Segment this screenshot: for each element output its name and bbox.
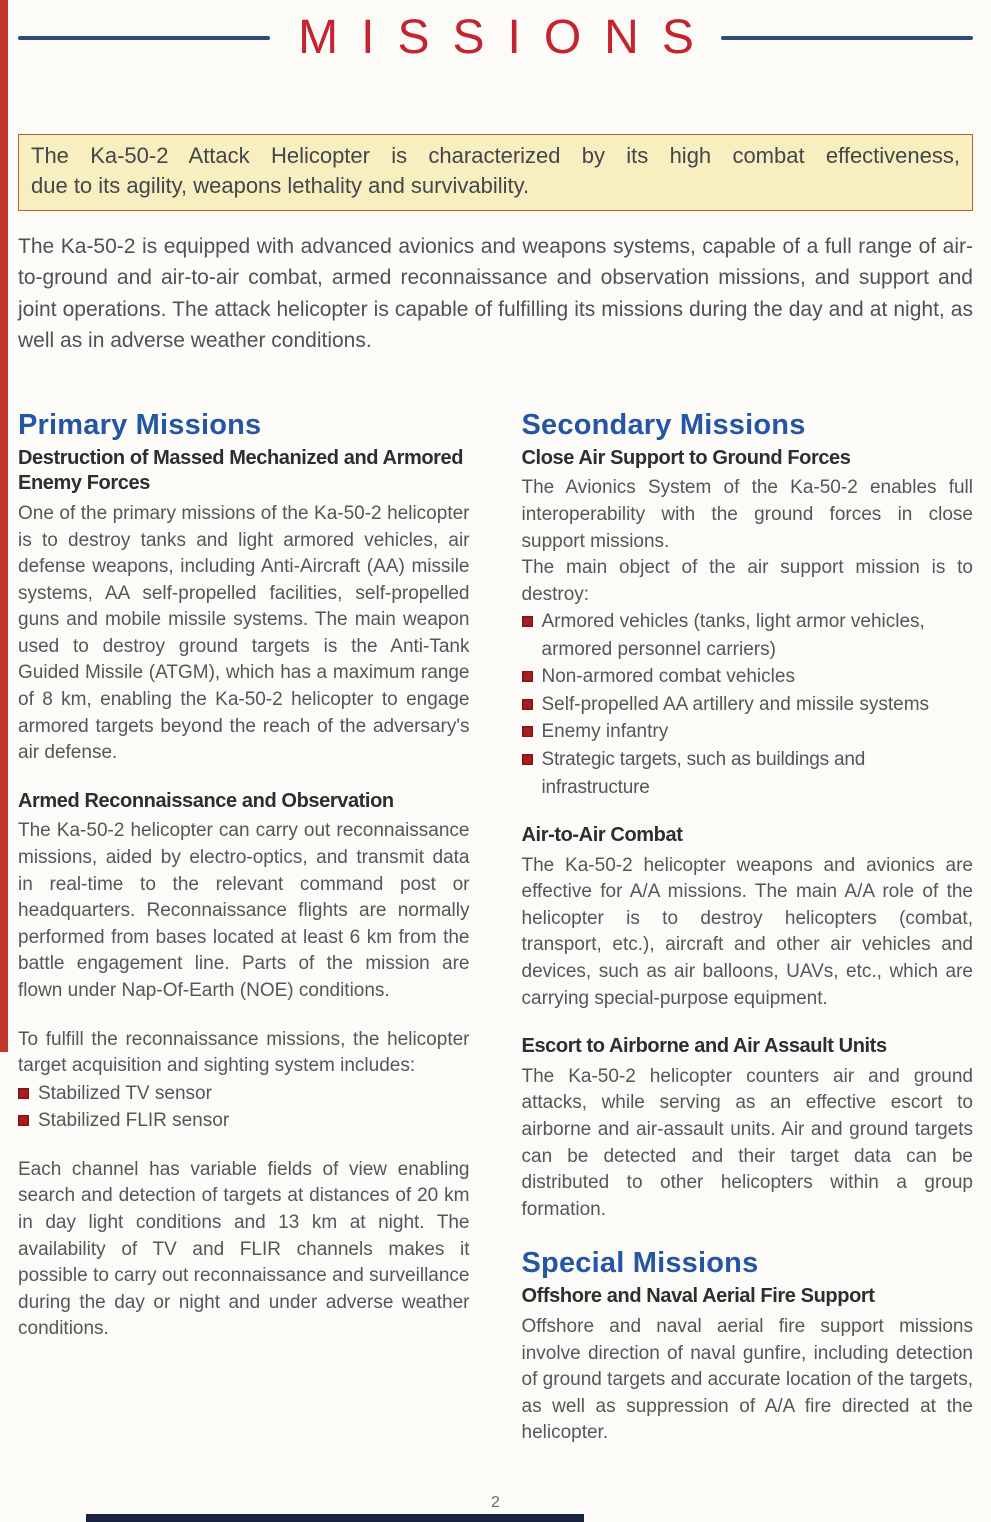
two-column-layout [18, 409, 973, 1469]
title-rule-right [721, 36, 973, 40]
list-item [18, 1080, 470, 1108]
title-rule-left [18, 36, 270, 40]
air-to-air-subheading: Air-to-Air Combat [521, 824, 683, 847]
highlight-text-line1: The Ka-50-2 Attack Helicopter is characterized by its high combat effectiveness, [31, 143, 960, 168]
square-bullet-icon [18, 1088, 29, 1099]
escort-subheading: Escort to Airborne and Air Assault Units [521, 1035, 887, 1058]
close-air-body1: The Avionics System of the Ka-50-2 enables full interoperability with the ground forces in close support missions. [521, 477, 973, 552]
recon-body2: To fulfill the reconnaissance missions, the helicopter target acquisition and sighting system includes: [18, 1028, 470, 1077]
recon-body3: Each channel has variable fields of view enabling search and detection of targets at distances of 20 km in day light conditions and 13 km at night. The availability of TV and FLIR channels makes it possible to carry out reconnaissance and surveillance during the day or night and under adverse weather conditions. [18, 1158, 470, 1340]
escort-body: The Ka-50-2 helicopter counters air and ground attacks, while serving as an effective escort to airborne and air-assault units. Air and ground targets can be detected and their target data can be distributed to other helicopters within a group formation. [521, 1065, 973, 1220]
list-item [522, 608, 974, 663]
list-item [522, 691, 974, 719]
list-item-label: Enemy infantry [541, 721, 669, 743]
square-bullet-icon [18, 1115, 29, 1126]
primary-missions-heading: Primary Missions [18, 408, 262, 441]
list-item [522, 663, 974, 691]
list-item-label: Armored vehicles (tanks, light armor vehicles, armored personnel carriers) [541, 611, 925, 660]
bottom-edge-bar [86, 1514, 584, 1522]
offshore-body: Offshore and naval aerial fire support missions involve direction of naval gunfire, including detection of ground targets and accurate location of the targets, as well as suppression of A/A fire directed at the helicopter. [521, 1316, 973, 1444]
list-item [18, 1107, 470, 1135]
destruction-subheading: Destruction of Massed Mechanized and Armored Enemy Forces [18, 446, 464, 495]
special-missions-heading: Special Missions [521, 1247, 759, 1280]
square-bullet-icon [522, 671, 533, 682]
page-number: 2 [491, 1494, 500, 1511]
list-item [522, 718, 974, 746]
list-item-label: Non-armored combat vehicles [541, 666, 795, 688]
list-item-label: Self-propelled AA artillery and missile systems [541, 693, 930, 715]
list-item-label: Strategic targets, such as buildings and infrastructure [541, 749, 866, 798]
air-to-air-body: The Ka-50-2 helicopter weapons and avionics are effective for A/A missions. The main A/A role of the helicopter is to destroy helicopters (combat, transport, etc.), aircraft and other air vehicles and devices, such as air balloons, UAVs, etc., which are carrying special-purpose equipment. [521, 854, 973, 1009]
destruction-body: One of the primary missions of the Ka-50-2 helicopter is to destroy tanks and light armored vehicles, air defense weapons, including Anti-Aircraft (AA) missile systems, AA self-propelled facilities, self-propelled guns and mobile missile systems. The main weapon used to destroy ground targets is the Anti-Tank Guided Missile (ATGM), which has a maximum range of 8 km, enabling the Ka-50-2 helicopter to engage armored targets beyond the reach of the adversary's air defense. [18, 502, 470, 764]
square-bullet-icon [522, 616, 533, 627]
sensor-bullet-list [18, 1080, 470, 1135]
highlight-box [18, 134, 973, 211]
list-item-label: Stabilized FLIR sensor [38, 1110, 230, 1132]
secondary-missions-heading: Secondary Missions [521, 408, 806, 441]
list-item [522, 746, 974, 801]
intro-paragraph: The Ka-50-2 is equipped with advanced avionics and weapons systems, capable of a full range of air-to-ground and air-to-air combat, armed reconnaissance and observation missions, and support and joint operations. The attack helicopter is capable of fulfilling its missions during the day and at night, as well as in adverse weather conditions. [18, 234, 973, 353]
recon-body1: The Ka-50-2 helicopter can carry out reconnaissance missions, aided by electro-optics, and transmit data in real-time to the relevant command post or headquarters. Reconnaissance flights are normally performed from bases located at least 6 km from the battle engagement line. Parts of the mission are flown under Nap-Of-Earth (NOE) conditions. [18, 820, 470, 1001]
targets-bullet-list [522, 608, 974, 801]
square-bullet-icon [522, 699, 533, 710]
recon-subheading: Armed Reconnaissance and Observation [18, 789, 394, 812]
highlight-text-line2: due to its agility, weapons lethality and survivability. [31, 173, 530, 199]
offshore-subheading: Offshore and Naval Aerial Fire Support [521, 1285, 875, 1308]
list-item-label: Stabilized TV sensor [38, 1082, 212, 1104]
column-primary-missions [18, 409, 470, 1469]
page-title: MISSIONS [298, 11, 717, 64]
close-air-subheading: Close Air Support to Ground Forces [521, 446, 851, 469]
column-secondary-missions [522, 409, 974, 1469]
close-air-body2: The main object of the air support mission is to destroy: [521, 557, 973, 605]
square-bullet-icon [522, 754, 533, 765]
square-bullet-icon [522, 726, 533, 737]
title-row [18, 0, 973, 62]
